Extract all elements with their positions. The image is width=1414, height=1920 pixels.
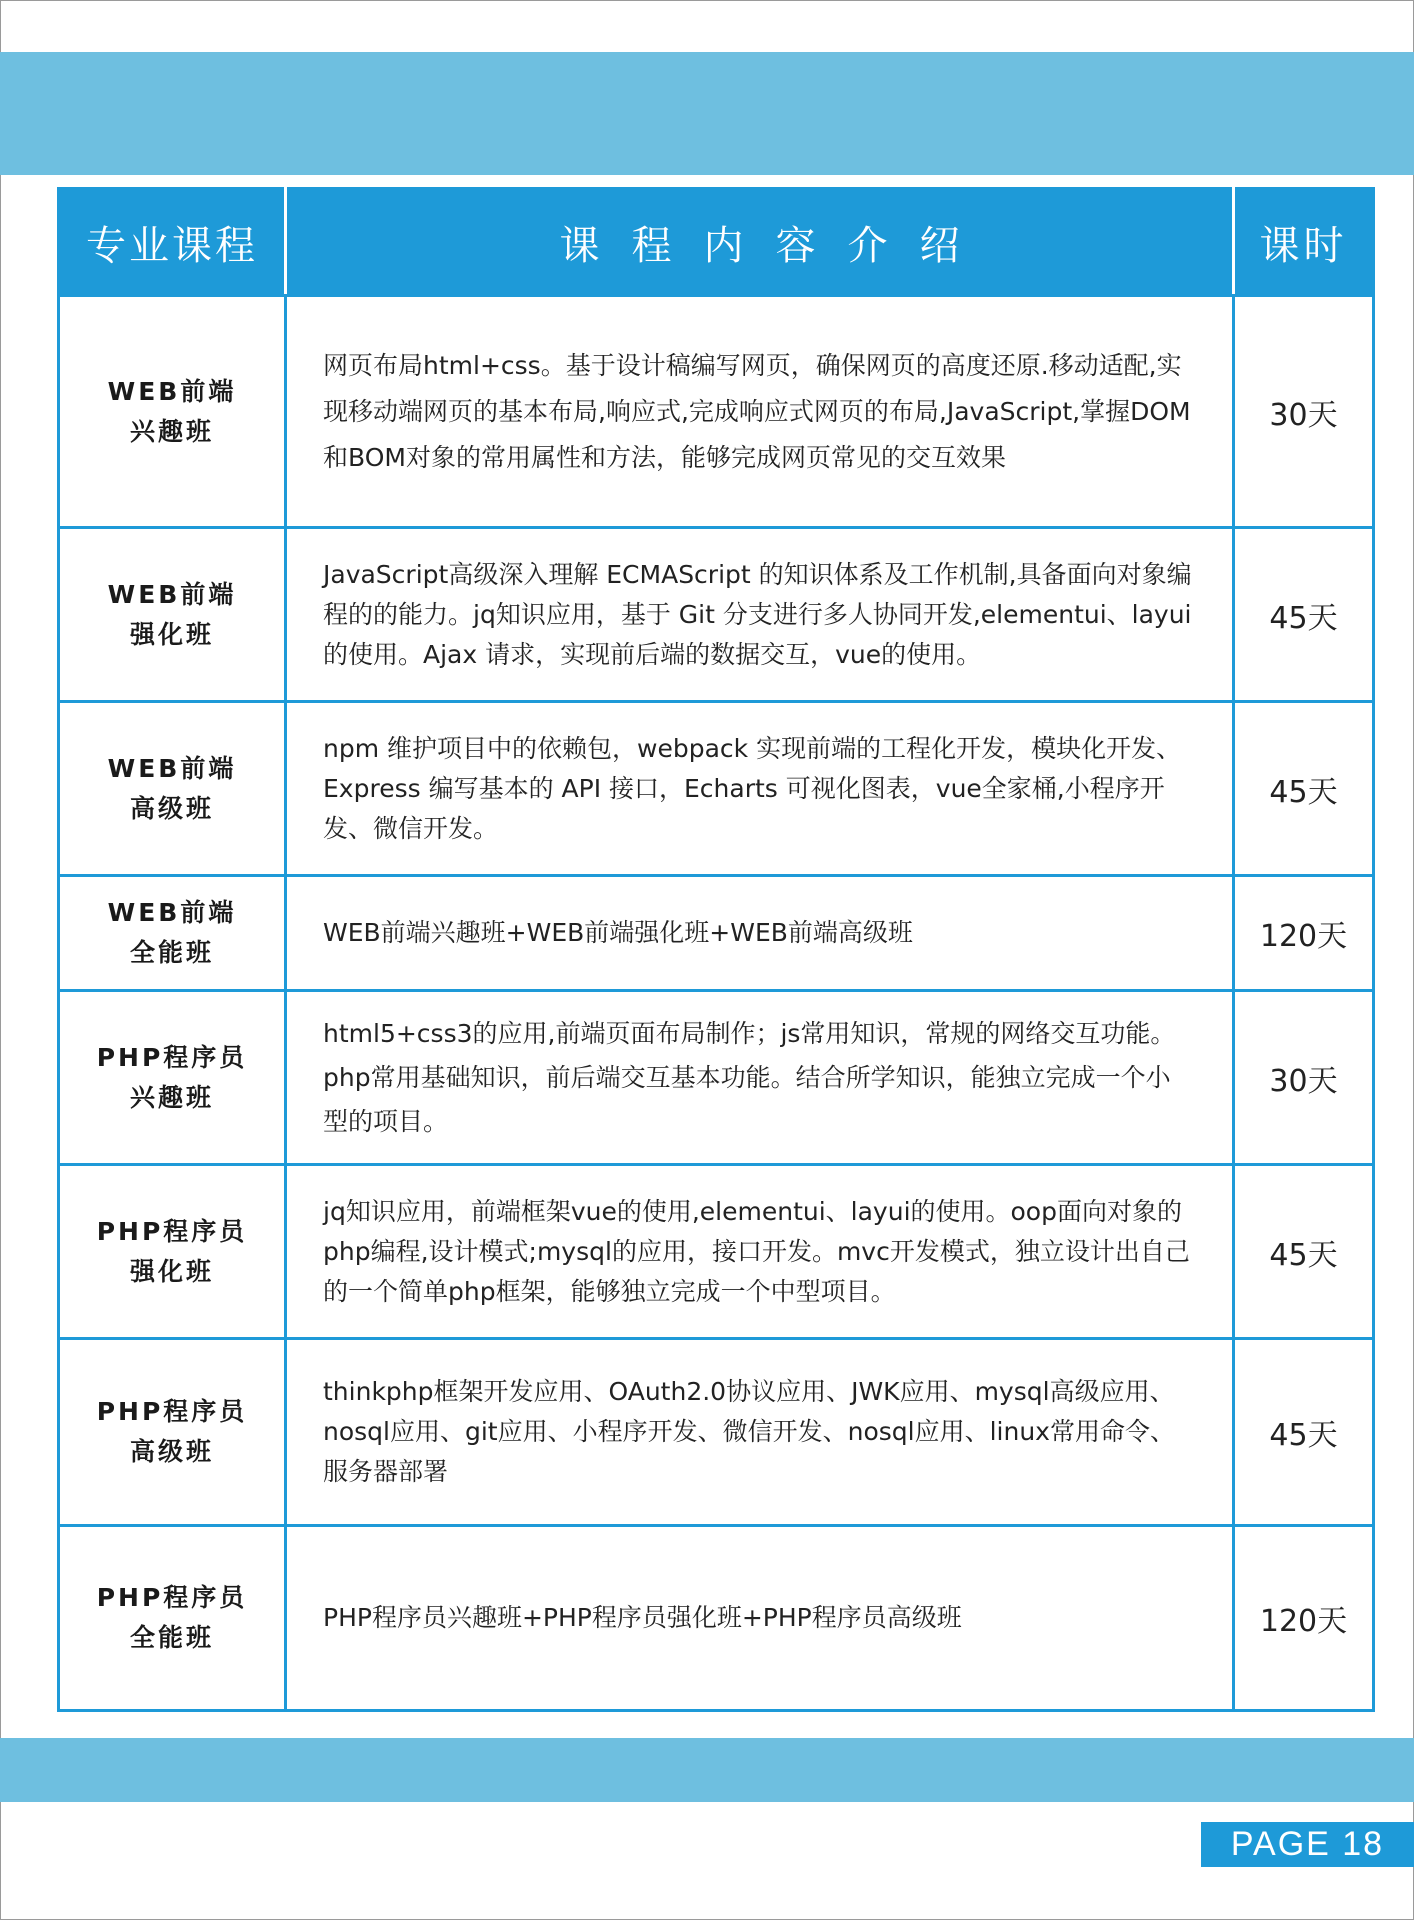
course-hours: 45天 <box>1234 702 1374 876</box>
course-hours: 30天 <box>1234 296 1374 528</box>
course-hours: 45天 <box>1234 528 1374 702</box>
course-description: JavaScript高级深入理解 ECMAScript 的知识体系及工作机制,具备面向对象编程的的能力。jq知识应用，基于 Git 分支进行多人协同开发,elementui、layui的使用。Ajax 请求，实现前后端的数据交互，vue的使用。 <box>286 528 1234 702</box>
header-course: 专业课程 <box>59 189 286 296</box>
course-name: WEB前端 高级班 <box>59 702 286 876</box>
course-description: thinkphp框架开发应用、OAuth2.0协议应用、JWK应用、mysql高级应用、nosql应用、git应用、小程序开发、微信开发、nosql应用、linux常用命令、服务器部署 <box>286 1339 1234 1526</box>
course-name: PHP程序员 兴趣班 <box>59 991 286 1165</box>
course-hours: 45天 <box>1234 1165 1374 1339</box>
table-row <box>59 1165 1374 1339</box>
course-table <box>57 187 1375 1712</box>
course-name: PHP程序员 强化班 <box>59 1165 286 1339</box>
header-hours: 课时 <box>1234 189 1374 296</box>
course-name: WEB前端 全能班 <box>59 876 286 991</box>
table-row <box>59 528 1374 702</box>
course-name: WEB前端 兴趣班 <box>59 296 286 528</box>
course-description: html5+css3的应用,前端页面布局制作；js常用知识，常规的网络交互功能。php常用基础知识，前后端交互基本功能。结合所学知识，能独立完成一个小型的项目。 <box>286 991 1234 1165</box>
course-hours: 120天 <box>1234 1526 1374 1711</box>
page-number: PAGE 18 <box>1201 1822 1414 1867</box>
course-description: WEB前端兴趣班+WEB前端强化班+WEB前端高级班 <box>286 876 1234 991</box>
header-description: 课程内容介绍 <box>286 189 1234 296</box>
course-name: WEB前端 强化班 <box>59 528 286 702</box>
table-row <box>59 702 1374 876</box>
table-row <box>59 296 1374 528</box>
table-header-row <box>59 189 1374 296</box>
course-hours: 45天 <box>1234 1339 1374 1526</box>
course-name: PHP程序员 全能班 <box>59 1526 286 1711</box>
course-description: PHP程序员兴趣班+PHP程序员强化班+PHP程序员高级班 <box>286 1526 1234 1711</box>
course-name: PHP程序员 高级班 <box>59 1339 286 1526</box>
course-hours: 120天 <box>1234 876 1374 991</box>
course-hours: 30天 <box>1234 991 1374 1165</box>
top-banner <box>0 52 1414 175</box>
table-row <box>59 876 1374 991</box>
table-row <box>59 1339 1374 1526</box>
course-description: npm 维护项目中的依赖包，webpack 实现前端的工程化开发，模块化开发、Express 编写基本的 API 接口，Echarts 可视化图表，vue全家桶,小程序开发、微信开发。 <box>286 702 1234 876</box>
table-row <box>59 991 1374 1165</box>
table-row <box>59 1526 1374 1711</box>
course-description: 网页布局html+css。基于设计稿编写网页，确保网页的高度还原.移动适配,实现移动端网页的基本布局,响应式,完成响应式网页的布局,JavaScript,掌握DOM和BOM对象的常用属性和方法，能够完成网页常见的交互效果 <box>286 296 1234 528</box>
course-description: jq知识应用，前端框架vue的使用,elementui、layui的使用。oop面向对象的php编程,设计模式;mysql的应用，接口开发。mvc开发模式，独立设计出自己的一个简单php框架，能够独立完成一个中型项目。 <box>286 1165 1234 1339</box>
bottom-banner <box>0 1738 1414 1802</box>
